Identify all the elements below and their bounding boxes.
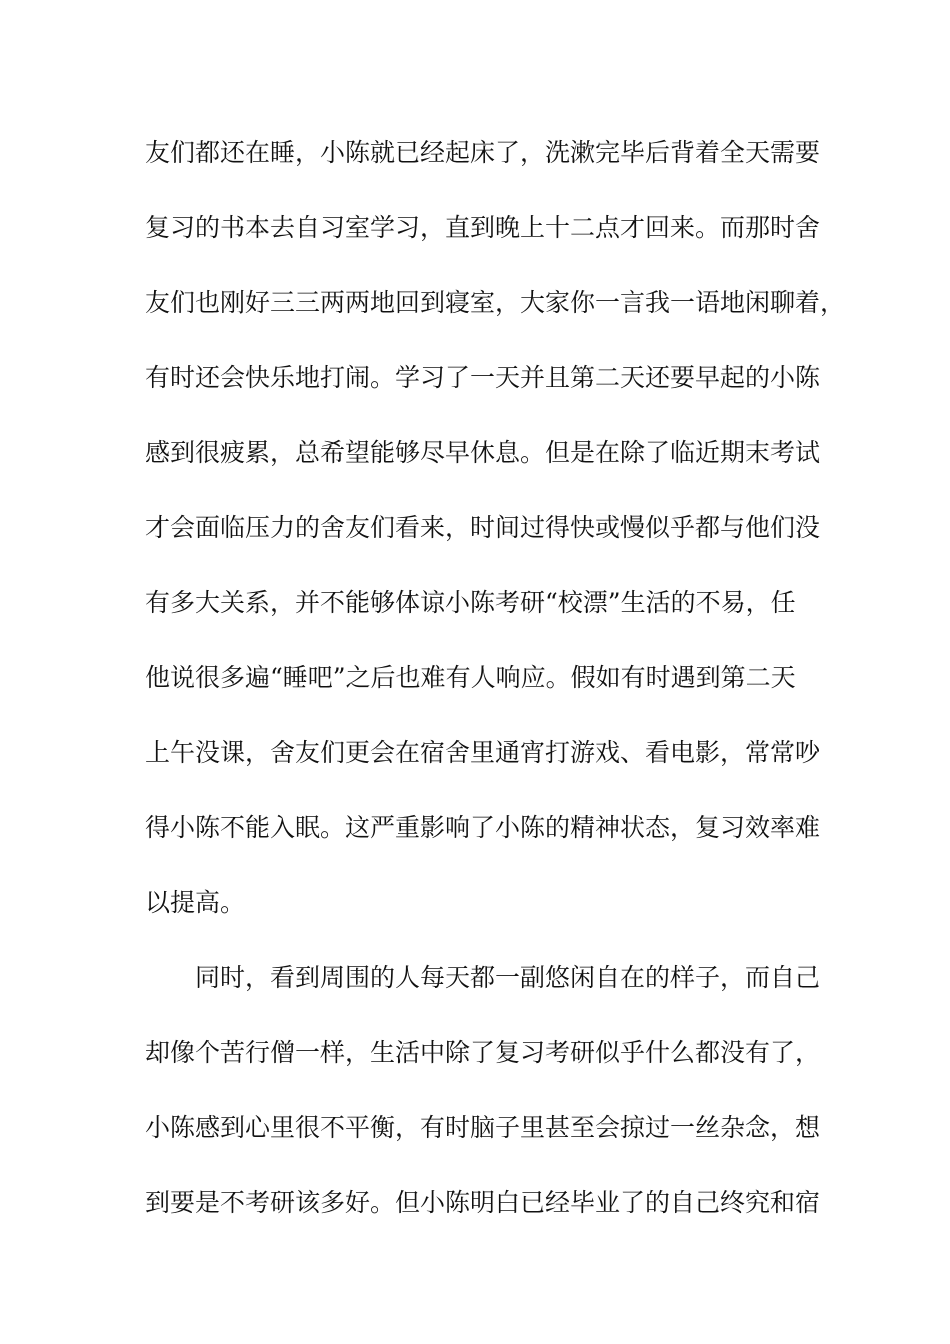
paragraph-1-line-6: 才会面临压力的舍友们看来，时间过得快或慢似乎都与他们没 [145, 513, 821, 542]
paragraph-2-line-4: 到要是不考研该多好。但小陈明白已经毕业了的自己终究和宿 [145, 1188, 821, 1217]
paragraph-2-line-2: 却像个苦行僧一样，生活中除了复习考研似乎什么都没有了， [145, 1038, 821, 1067]
paragraph-1-line-2: 复习的书本去自习室学习，直到晚上十二点才回来。而那时舍 [145, 213, 821, 242]
paragraph-1-line-11: 以提高。 [145, 888, 246, 917]
paragraph-1-line-3: 友们也刚好三三两两地回到寝室，大家你一言我一语地闲聊着， [145, 288, 846, 317]
paragraph-1-line-8: 他说很多遍“睡吧”之后也难有人响应。假如有时遇到第二天 [145, 663, 796, 692]
paragraph-1-line-10: 得小陈不能入眠。这严重影响了小陈的精神状态，复习效率难 [145, 813, 821, 842]
body-text [145, 128, 846, 1253]
paragraph-1-line-5: 感到很疲累，总希望能够尽早休息。但是在除了临近期末考试 [145, 438, 821, 467]
paragraph-1-line-4: 有时还会快乐地打闹。学习了一天并且第二天还要早起的小陈 [145, 363, 821, 392]
paragraph-1-line-9: 上午没课，舍友们更会在宿舍里通宵打游戏、看电影，常常吵 [145, 738, 821, 767]
paragraph-1-line-1: 友们都还在睡，小陈就已经起床了，洗漱完毕后背着全天需要 [145, 138, 821, 167]
paragraph-1-line-7: 有多大关系，并不能够体谅小陈考研“校漂”生活的不易，任 [145, 588, 796, 617]
paragraph-2-line-1: 同时，看到周围的人每天都一副悠闲自在的样子，而自己 [195, 963, 821, 992]
paragraph-2-line-3: 小陈感到心里很不平衡，有时脑子里甚至会掠过一丝杂念，想 [145, 1113, 821, 1142]
